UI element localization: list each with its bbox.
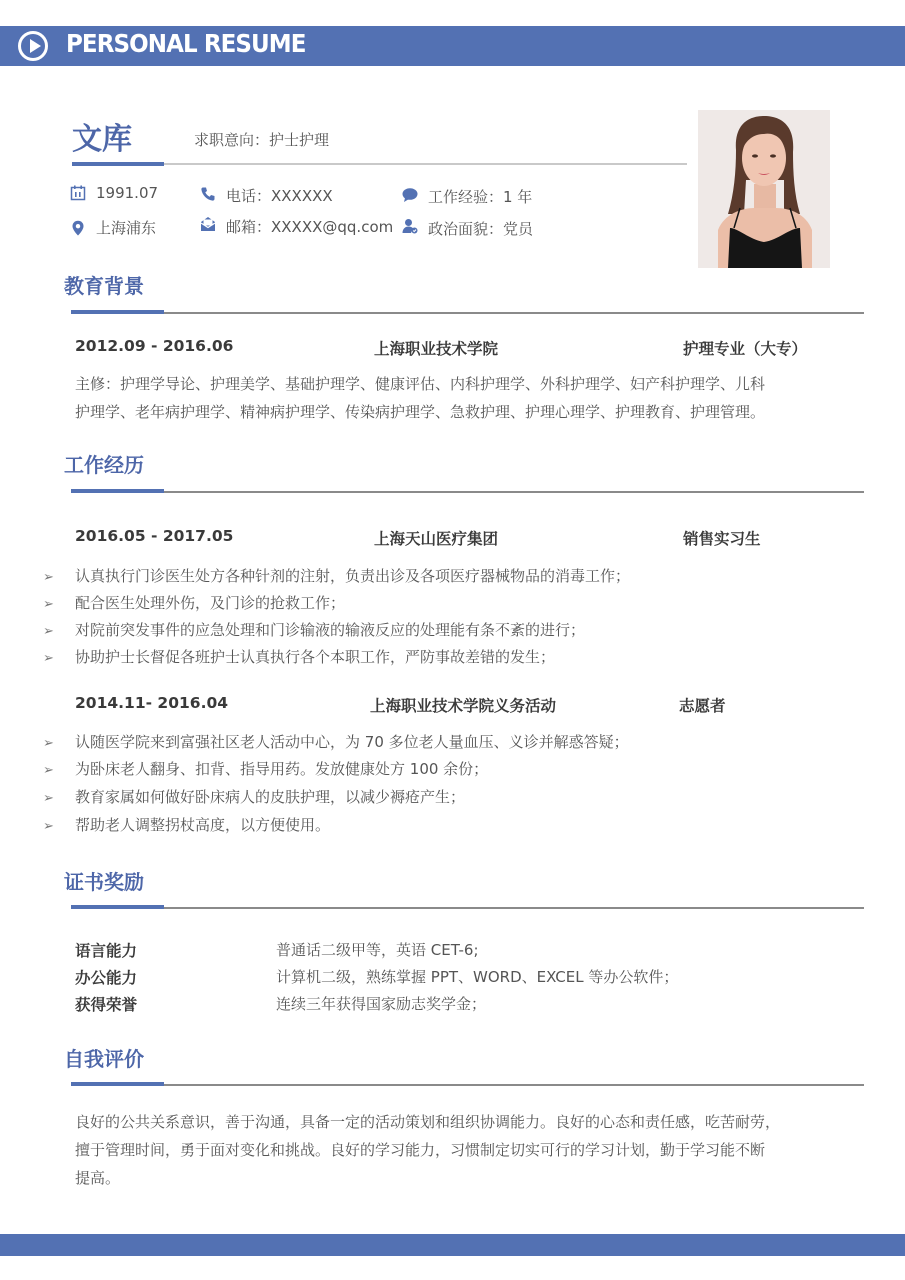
chat-bubble-icon (402, 187, 418, 203)
job-2-role: 志愿者 (679, 697, 726, 715)
cert-value-language: 普通话二级甲等，英语 CET-6; (276, 941, 479, 959)
play-circle-icon (18, 31, 48, 61)
job-1-period: 2016.05 - 2017.05 (75, 527, 234, 545)
job-2-org: 上海职业技术学院义务活动 (370, 697, 557, 715)
candidate-name: 文库 (72, 122, 132, 157)
header-banner (0, 26, 905, 66)
list-item: ➢ 认随医学院来到富强社区老人活动中心，为 70 多位老人量血压、义诊并解惑答疑； (43, 733, 629, 751)
self-heading: 自我评价 (64, 1047, 144, 1071)
arrow-bullet-icon: ➢ (43, 763, 54, 778)
person-badge-icon (402, 218, 418, 234)
self-line-3: 提高。 (75, 1169, 121, 1187)
work-divider (164, 491, 864, 493)
job-intent: 求职意向：护士护理 (194, 131, 330, 149)
certs-heading-bar (71, 905, 164, 909)
arrow-bullet-icon: ➢ (43, 819, 54, 834)
cert-value-honors: 连续三年获得国家励志奖学金； (276, 995, 487, 1013)
work-experience: 工作经验：1 年 (428, 188, 533, 206)
arrow-bullet-icon: ➢ (43, 736, 54, 751)
arrow-bullet-icon: ➢ (43, 791, 54, 806)
list-item: ➢ 教育家属如何做好卧床病人的皮肤护理，以减少褥疮产生； (43, 788, 466, 806)
cert-key-honors: 获得荣誉 (75, 996, 138, 1014)
location: 上海浦东 (96, 219, 157, 237)
education-school: 上海职业技术学院 (374, 340, 499, 358)
header-divider (164, 163, 687, 165)
list-item: ➢ 配合医生处理外伤，及门诊的抢救工作； (43, 594, 346, 612)
cert-value-office: 计算机二级，熟练掌握 PPT、WORD、EXCEL 等办公软件； (276, 968, 679, 986)
education-divider (164, 312, 864, 314)
arrow-bullet-icon: ➢ (43, 570, 54, 585)
list-item: ➢ 为卧床老人翻身、扣背、指导用药。发放健康处方 100 余份； (43, 760, 489, 778)
self-line-1: 良好的公共关系意识，善于沟通，具备一定的活动策划和组织协调能力。良好的心态和责任感，吃苦耐劳， (75, 1113, 781, 1131)
certs-divider (164, 907, 864, 909)
certs-heading: 证书奖励 (64, 870, 144, 894)
phone: 电话：XXXXXX (226, 187, 333, 205)
courses-line-1: 主修：护理学导论、护理美学、基础护理学、健康评估、内科护理学、外科护理学、妇产科护理学、儿科 (75, 375, 766, 393)
self-heading-bar (71, 1082, 164, 1086)
location-pin-icon (70, 220, 86, 236)
education-period: 2012.09 - 2016.06 (75, 337, 234, 355)
name-underline (72, 162, 164, 166)
self-line-2: 擅于管理时间，勇于面对变化和挑战。良好的学习能力，习惯制定切实可行的学习计划，勤于学习能不断 (75, 1141, 766, 1159)
mail-icon (200, 216, 216, 232)
footer-bar (0, 1234, 905, 1256)
list-item: ➢ 认真执行门诊医生处方各种针剂的注射，负责出诊及各项医疗器械物品的消毒工作； (43, 567, 631, 585)
arrow-bullet-icon: ➢ (43, 651, 54, 666)
courses-line-2: 护理学、老年病护理学、精神病护理学、传染病护理学、急救护理、护理心理学、护理教育、护理管理。 (75, 403, 766, 421)
email: 邮箱：XXXXX@qq.com (226, 218, 394, 236)
banner-title: PERSONAL RESUME (66, 29, 306, 58)
education-heading-bar (71, 310, 164, 314)
self-evaluation-text (75, 1108, 870, 1192)
work-heading: 工作经历 (64, 453, 144, 477)
education-heading: 教育背景 (64, 274, 144, 298)
self-divider (164, 1084, 864, 1086)
calendar-icon (70, 185, 86, 201)
phone-icon (200, 186, 216, 202)
arrow-bullet-icon: ➢ (43, 597, 54, 612)
list-item: ➢ 帮助老人调整拐杖高度，以方便使用。 (43, 816, 331, 834)
job-1-org: 上海天山医疗集团 (374, 530, 499, 548)
cert-key-language: 语言能力 (75, 942, 138, 960)
arrow-bullet-icon: ➢ (43, 624, 54, 639)
list-item: ➢ 对院前突发事件的应急处理和门诊输液的输液反应的处理能有条不紊的进行； (43, 621, 586, 639)
job-2-period: 2014.11- 2016.04 (75, 694, 229, 712)
political-status: 政治面貌：党员 (428, 220, 534, 238)
cert-key-office: 办公能力 (75, 969, 138, 987)
birth-date: 1991.07 (96, 184, 159, 202)
list-item: ➢ 协助护士长督促各班护士认真执行各个本职工作，严防事故差错的发生； (43, 648, 556, 666)
work-heading-bar (71, 489, 164, 493)
education-courses (75, 370, 870, 426)
job-1-role: 销售实习生 (683, 530, 761, 548)
profile-photo (698, 110, 830, 268)
education-major: 护理专业（大专） (683, 340, 808, 358)
